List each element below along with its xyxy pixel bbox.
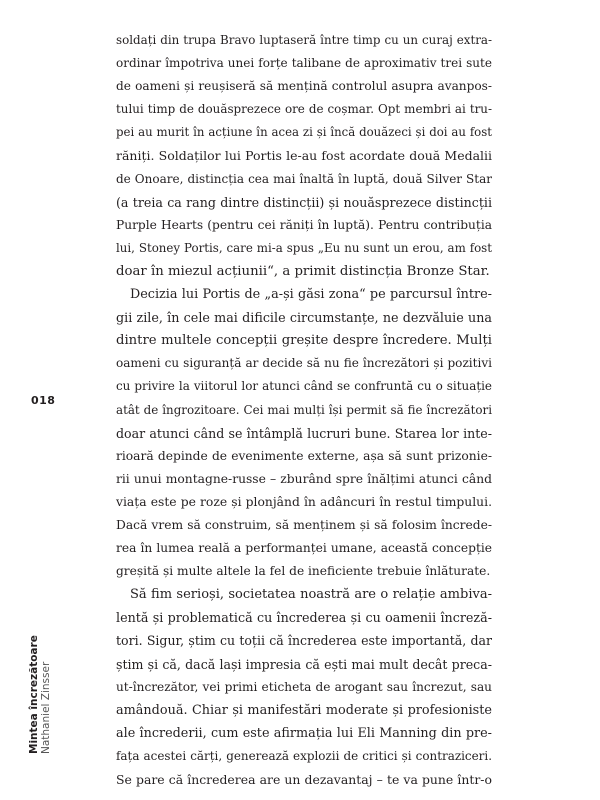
author-name: Nathaniel Zinsser — [40, 661, 52, 754]
page-number: 018 — [31, 394, 56, 407]
text-line: oameni cu siguranță ar decide să nu fie încrezători și pozitivi — [116, 356, 492, 371]
running-footer — [28, 614, 52, 754]
text-line: doar atunci când se întâmplă lucruri bune. Starea lor inte- — [116, 425, 492, 441]
text-line: ordinar împotriva unei forțe talibane de aproximativ trei sute — [116, 56, 492, 71]
text-line: rioară depinde de evenimente externe, așa să sunt prizonie- — [116, 448, 492, 463]
text-line: viața este pe roze și plonjând în adâncuri în restul timpului. — [116, 494, 492, 509]
text-line: greșită și multe altele la fel de ineficiente trebuie înlăturate. — [116, 564, 491, 579]
text-line: ale încrederii, cum este afirmația lui Eli Manning din pre- — [116, 725, 492, 741]
text-line: pei au murit în acțiune în acea zi și încă douăzeci și doi au fost — [116, 125, 492, 140]
text-line: rea în lumea reală a performanței umane, această concepție — [116, 541, 492, 556]
text-line: ut-încrezător, vei primi eticheta de arogant sau încrezut, sau — [116, 679, 492, 694]
text-line: Să fim serioși, societatea noastră are o relație ambiva- — [130, 587, 492, 603]
text-line: Se pare că încrederea are un dezavantaj – te va pune într-o — [116, 772, 492, 787]
text-line: Decizia lui Portis de „a-și găsi zona“ pe parcursul între- — [130, 287, 492, 303]
text-line: rii unui montagne-russe – zburând spre înălțimi atunci când — [116, 471, 492, 486]
text-line: soldați din trupa Bravo luptaseră între timp cu un curaj extra- — [116, 33, 492, 47]
text-line: lui, Stoney Portis, care mi-a spus „Eu nu sunt un erou, am fost — [116, 240, 492, 255]
text-line: atât de îngrozitoare. Cei mai mulți își permit să fie încrezători — [116, 402, 492, 417]
text-line: știm și că, dacă lași impresia că ești mai mult decât preca- — [116, 656, 492, 672]
text-line: doar în miezul acțiunii“, a primit distincția Bronze Star. — [116, 263, 490, 279]
text-line: Dacă vrem să construim, să menținem și să folosim încrede- — [116, 517, 492, 532]
book-title: Mintea încrezătoare — [28, 635, 40, 754]
text-line: amândouă. Chiar și manifestări moderate și profesioniste — [116, 702, 492, 718]
text-line: de oameni și reușiseră să mențină controlul asupra avanpos- — [116, 79, 492, 94]
text-line: tori. Sigur, știm cu toții că încrederea este importantă, dar — [116, 633, 492, 649]
text-line: (a treia ca rang dintre distincții) și nouăsprezece distincții — [116, 194, 492, 210]
text-line: lentă și problematică cu încrederea și cu oamenii încreză- — [116, 610, 492, 626]
text-line: cu privire la viitorul lor atunci când se confruntă cu o situație — [116, 379, 492, 394]
body-text — [116, 29, 492, 791]
text-line: răniți. Soldaților lui Portis le-au fost acordate două Medalii — [116, 148, 492, 164]
text-line: dintre multele concepții greșite despre încredere. Mulți — [116, 333, 492, 349]
text-line: gii zile, în cele mai dificile circumstanțe, ne dezvăluie una — [116, 310, 492, 326]
text-line: de Onoare, distincția cea mai înaltă în luptă, două Silver Star — [116, 171, 492, 186]
text-line: fața acestei cărți, generează explozii de critici și contraziceri. — [116, 748, 492, 763]
text-line: Purple Hearts (pentru cei răniți în luptă). Pentru contribuția — [116, 217, 492, 232]
text-line: tului timp de douăsprezece ore de coșmar. Opt membri ai tru- — [116, 102, 492, 117]
